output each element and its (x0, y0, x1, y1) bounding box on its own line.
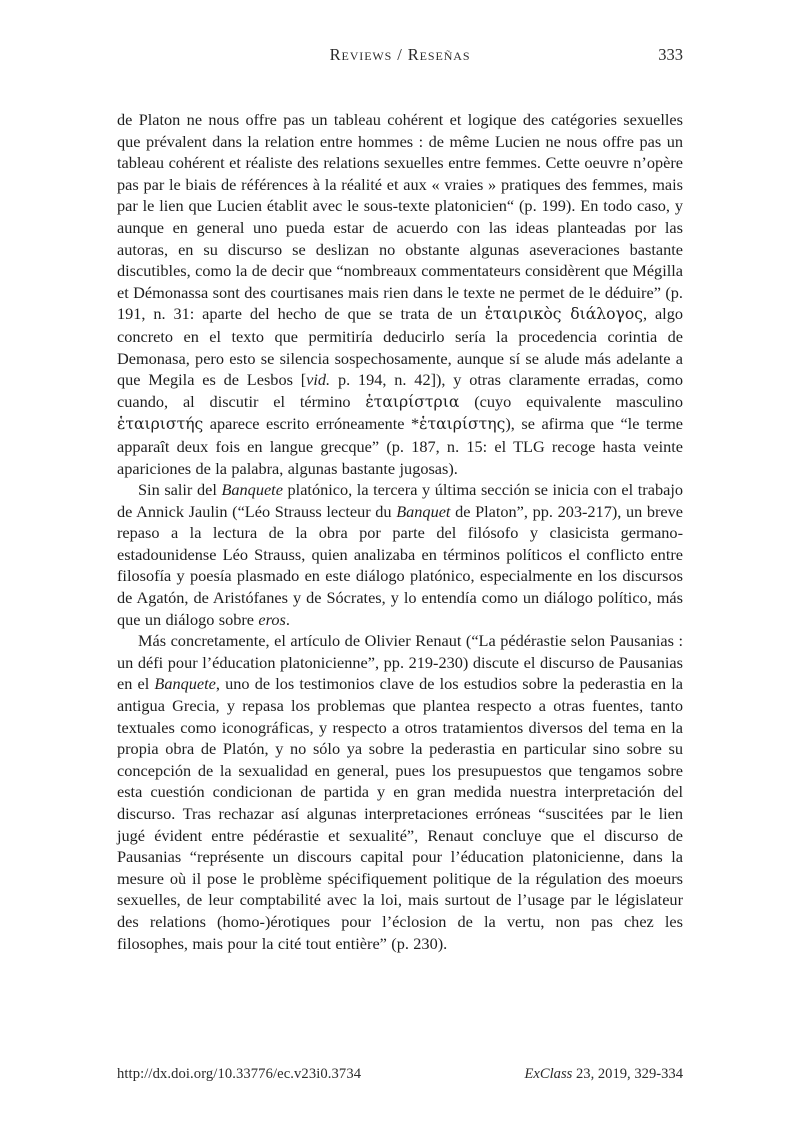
running-title: Reviews / Reseñas (329, 45, 471, 64)
text-run: de Platon”, pp. 203-217), un breve repaso a la lectura de la obra por parte del filósofo y clasicista germano-estadounidense Léo Strauss, quien analizaba en términos políticos el conflicto entre filosofía y poesía plasmado en este diálogo platónico, especialmente en los discursos de Agatón, de Aristófanes y de Sócrates, y lo entendía como un diálogo político, más que un diálogo sobre (117, 501, 684, 629)
italic-text: vid. (306, 370, 331, 390)
doi-link[interactable]: http://dx.doi.org/10.33776/ec.v23i0.3734 (117, 1066, 362, 1082)
text-run: , algo concreto en el texto que permitiría deducirlo sería la procedencia corintia de Demonasa, pero esto se silencia sospechosamente, aunque sí se alude más adelante a que Megila es de Lesbos [ (117, 304, 683, 390)
text-run: 23, 2019, 329-334 (572, 1066, 683, 1082)
italic-text: Banquete (221, 480, 283, 500)
text-run: Más concretamente, el artículo de Olivier Renaut (“La pédérastie selon Pausanias : un défi pour l’éducation platonicienne”, pp. 219-230) discute el discurso de Pausanias en el (117, 631, 683, 694)
text-run: Sin salir del (138, 480, 222, 500)
text-run: ), se afirma que “le terme apparaît deux fois en langue grecque” (p. 187, n. 15: el TLG recoge hasta veinte apariciones de la palabra, algunas bastante jugosas). (117, 414, 683, 478)
page-number: 333 (658, 45, 683, 64)
text-run: aparece escrito erróneamente * (203, 414, 420, 434)
paragraph (117, 109, 683, 479)
page-footer (117, 1066, 683, 1083)
italic-text: ExClass (524, 1066, 573, 1082)
paragraph (117, 479, 683, 630)
text-run: . (285, 609, 290, 629)
paragraph (117, 630, 683, 954)
italic-text: Banquete (154, 674, 216, 694)
text-run: , uno de los testimonios clave de los estudios sobre la pederastia en la antigua Grecia, y repasa los problemas que plantea respecto a otras fuentes, tanto textuales como iconográficas, y respecto a otros tratamientos diversos del tema en la propia obra de Platón, y no sólo ya sobre la pederastia en particular sino sobre su concepción de la sexualidad en general, pues los presupuestos que tengamos sobre esta cuestión condicionan de partida y en gran medida nuestra interpretación del discurso. Tras rechazar así algunas interpretaciones erróneas “suscitées par le lien jugé évident entre pédérastie et sexualité”, Renaut concluye que el discurso de Pausanias “représente un discours capital pour l’éducation platonicienne, dans la mesure où il pose le problème spécifiquement politique de la régulation des moeurs sexuelles, de leur comptabilité avec la loi, mais surtout de l’usage par le législateur des relations (homo-)érotiques pour l’éclosion de la vertu, non pas chez les filosophes, mais pour la cité tout entière” (p. 230). (117, 674, 684, 953)
greek-text: ἑταιριστής (117, 415, 204, 434)
journal-reference (524, 1066, 683, 1083)
text-run: de Platon ne nous offre pas un tableau cohérent et logique des catégories sexuelles que prévalent dans la relation entre hommes : de même Lucien ne nous offre pas un tableau cohérent et réaliste des relations sexuelles entre femmes. Cette oeuvre n’opère pas par le biais de références à la réalité et aux « vraies » pratiques des femmes, mais par le lien que Lucien établit avec le sous-texte platonicien“ (p. 199). En todo caso, y aunque en general uno pueda estar de acuerdo con las ideas planteadas por las autoras, en su discurso se deslizan no obstante algunas aseveraciones bastante discutibles, como la de decir que “nombreaux commentateurs considèrent que Mégilla et Démonassa sont des courtisanes mais rien dans le texte ne permet de le déduire” (p. 191, n. 31: aparte del hecho de que se trata de un (117, 110, 683, 324)
greek-text: ἑταιρίστης (419, 415, 506, 434)
text-run: (cuyo equivalente masculino (459, 391, 683, 411)
greek-text: ἑταιρίστρια (365, 392, 460, 411)
text-run: p. 194, n. 42]), y otras claramente erradas, como cuando, al discutir el término (117, 370, 683, 411)
page-header (117, 45, 683, 67)
italic-text: eros (258, 609, 286, 629)
text-run: platónico, la tercera y última sección se inicia con el trabajo de Annick Jaulin (“Léo Strauss lecteur du (117, 480, 683, 521)
review-body-text (117, 109, 683, 954)
italic-text: Banquet (396, 501, 451, 521)
greek-text: ἑταιρικὸς διάλογος (484, 305, 643, 324)
